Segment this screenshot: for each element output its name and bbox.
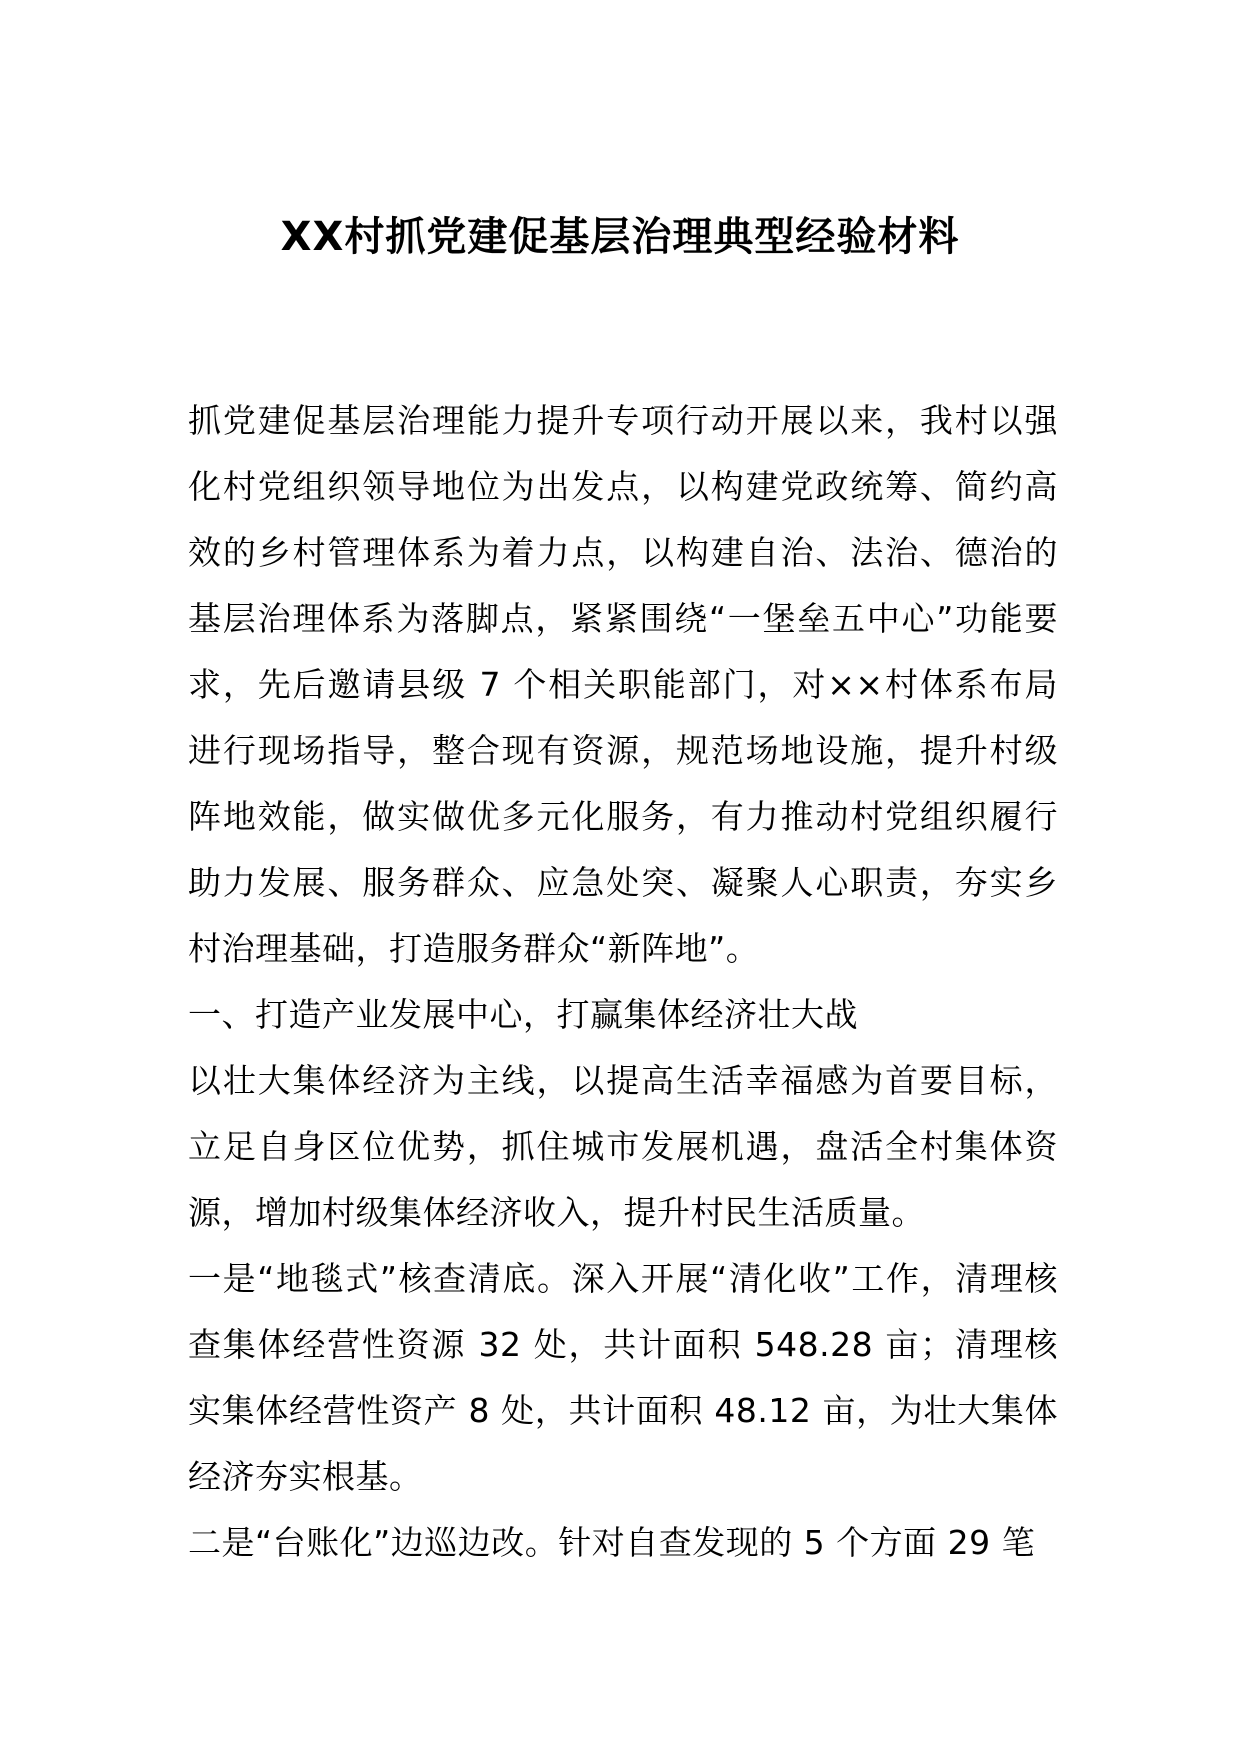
paragraph-intro: 抓党建促基层治理能力提升专项行动开展以来，我村以强化村党组织领导地位为出发点，以构建党政统筹、简约高效的乡村管理体系为着力点，以构建自治、法治、德治的基层治理体系为落脚点，紧紧围绕“一堡垒五中心”功能要求，先后邀请县级 7 个相关职能部门，对××村体系布局进行现场指导，整合现有资源，规范场地设施，提升村级阵地效能，做实做优多元化服务，有力推动村党组织履行助力发展、服务群众、应急处突、凝聚人心职责，夯实乡村治理基础，打造服务群众“新阵地”。 (188, 401, 1058, 968)
paragraph-point-1: 一是“地毯式”核查清底。深入开展“清化收”工作，清理核查集体经营性资源 32 处，共计面积 548.28 亩；清理核实集体经营性资产 8 处，共计面积 48.12 亩，为壮大集体经济夯实根基。 (188, 1259, 1058, 1496)
section-heading-1: 一、打造产业发展中心，打赢集体经济壮大战 (188, 995, 858, 1034)
paragraph-section-1-intro: 以壮大集体经济为主线，以提高生活幸福感为首要目标，立足自身区位优势，抓住城市发展机遇，盘活全村集体资源，增加村级集体经济收入，提升村民生活质量。 (188, 1061, 1058, 1232)
document-title: XX村抓党建促基层治理典型经验材料 (280, 214, 960, 260)
paragraph-point-2: 二是“台账化”边巡边改。针对自查发现的 5 个方面 29 笔 (188, 1523, 1036, 1562)
document-body (188, 388, 1058, 1576)
